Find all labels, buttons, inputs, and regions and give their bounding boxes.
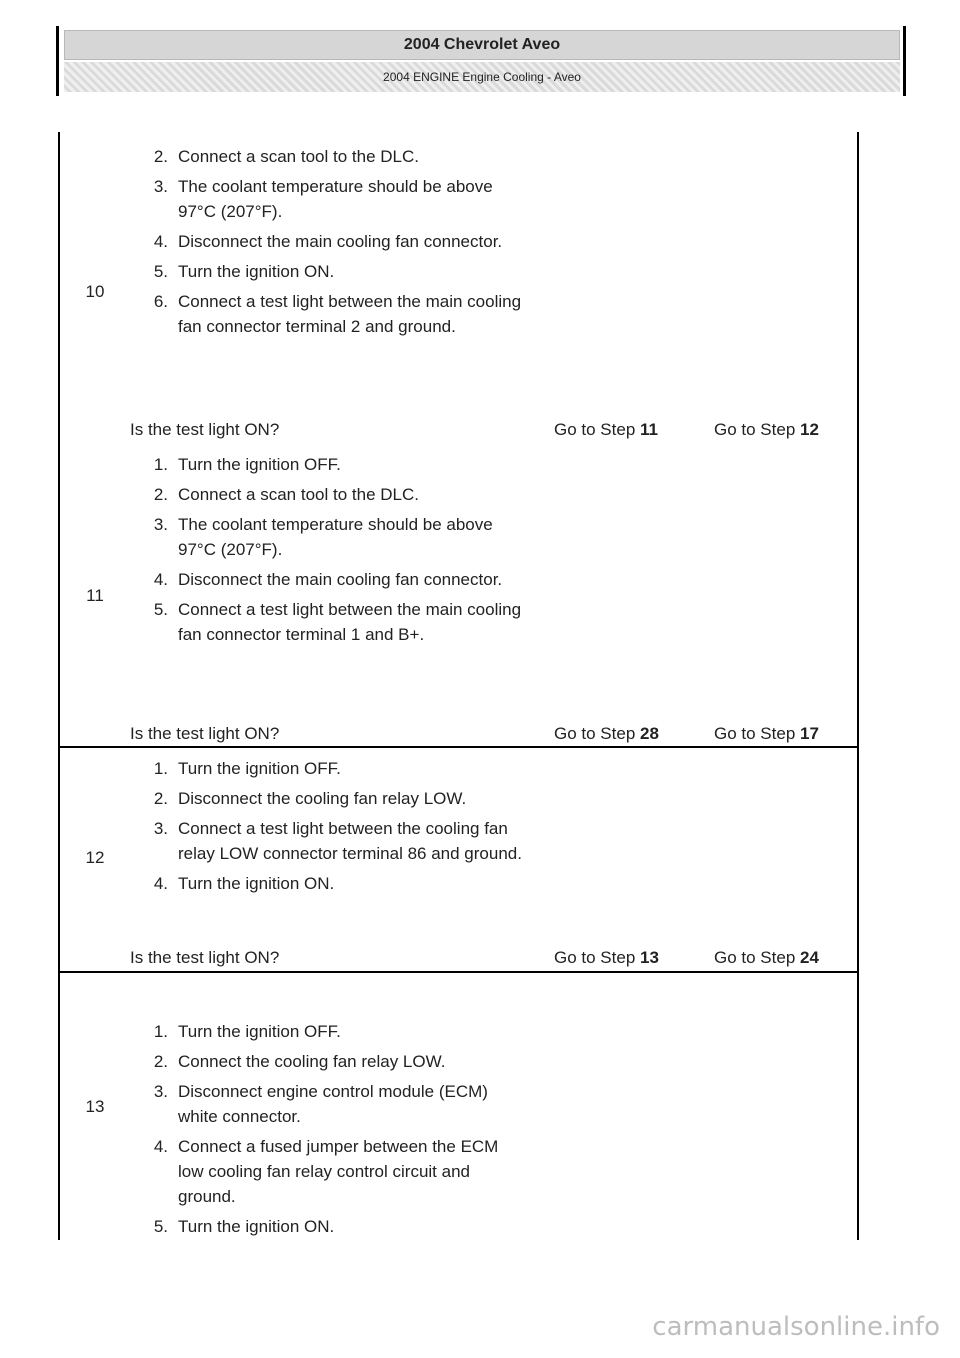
step-number: 12 bbox=[85, 848, 105, 867]
list-item: 2. Connect a scan tool to the DLC. bbox=[153, 147, 419, 166]
table-right-border bbox=[857, 132, 859, 1240]
step-number: 13 bbox=[85, 1097, 105, 1116]
table-row bbox=[60, 975, 857, 1240]
row-divider bbox=[58, 746, 859, 748]
action-list bbox=[144, 1019, 524, 1240]
watermark: carmanualsonline.info bbox=[652, 1312, 940, 1342]
action-list bbox=[144, 452, 524, 652]
step-number: 10 bbox=[85, 282, 105, 301]
question-text: Is the test light ON? bbox=[130, 724, 280, 743]
list-item: 6. Connect a test light between the main cooling fan connector terminal 2 and ground. bbox=[153, 292, 522, 336]
table-row bbox=[60, 140, 857, 440]
list-item: 4. Connect a fused jumper between the ECM low cooling fan relay control circuit and ground. bbox=[153, 1137, 499, 1206]
page-subtitle: 2004 ENGINE Engine Cooling - Aveo bbox=[64, 62, 900, 92]
yes-action[interactable]: Go to Step 13 bbox=[554, 948, 659, 967]
yes-action[interactable]: Go to Step 11 bbox=[554, 420, 658, 439]
list-item: 5. Turn the ignition ON. bbox=[153, 1217, 335, 1236]
list-item: 4. Disconnect the main cooling fan connector. bbox=[153, 232, 503, 251]
list-item: 3. Connect a test light between the cooling fan relay LOW connector terminal 86 and ground. bbox=[153, 819, 522, 863]
action-list bbox=[144, 756, 524, 901]
no-action[interactable]: Go to Step 12 bbox=[714, 420, 819, 439]
list-item: 2. Connect a scan tool to the DLC. bbox=[153, 485, 419, 504]
step-number: 11 bbox=[86, 586, 104, 605]
list-item: 3. Disconnect engine control module (ECM) white connector. bbox=[153, 1082, 488, 1126]
yes-action[interactable]: Go to Step 28 bbox=[554, 724, 659, 743]
list-item: 5. Turn the ignition ON. bbox=[153, 262, 335, 281]
question-text: Is the test light ON? bbox=[130, 948, 280, 967]
list-item: 1. Turn the ignition OFF. bbox=[153, 1022, 341, 1041]
page-title: 2004 Chevrolet Aveo bbox=[64, 30, 900, 60]
row-divider bbox=[58, 971, 859, 973]
action-list bbox=[144, 144, 524, 344]
list-item: 1. Turn the ignition OFF. bbox=[153, 455, 341, 474]
table-row bbox=[60, 450, 857, 746]
list-item: 5. Connect a test light between the main cooling fan connector terminal 1 and B+. bbox=[153, 600, 522, 644]
question-text: Is the test light ON? bbox=[130, 420, 280, 439]
list-item: 2. Disconnect the cooling fan relay LOW. bbox=[153, 789, 467, 808]
list-item: 2. Connect the cooling fan relay LOW. bbox=[153, 1052, 446, 1071]
list-item: 1. Turn the ignition OFF. bbox=[153, 759, 341, 778]
list-item: 3. The coolant temperature should be above 97°C (207°F). bbox=[153, 515, 493, 559]
table-row bbox=[60, 750, 857, 970]
list-item: 4. Turn the ignition ON. bbox=[153, 874, 335, 893]
no-action[interactable]: Go to Step 17 bbox=[714, 724, 819, 743]
list-item: 4. Disconnect the main cooling fan connector. bbox=[153, 570, 503, 589]
no-action[interactable]: Go to Step 24 bbox=[714, 948, 819, 967]
list-item: 3. The coolant temperature should be above 97°C (207°F). bbox=[153, 177, 493, 221]
